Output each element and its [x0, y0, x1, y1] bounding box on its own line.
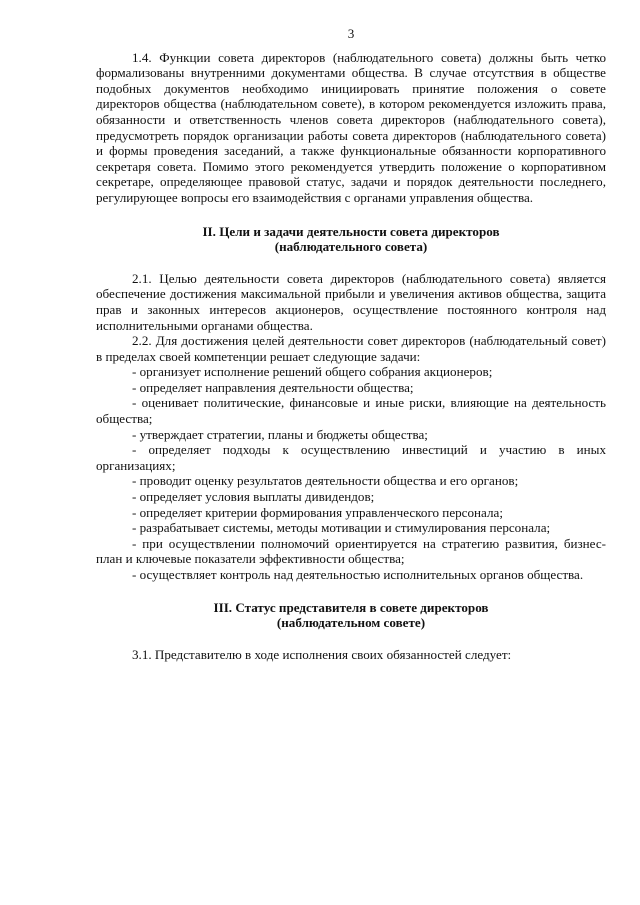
task-item: - определяет критерии формирования управленческого персонала;	[132, 504, 503, 520]
section-2-body	[96, 271, 606, 583]
section-2-heading	[96, 224, 606, 255]
task-item: - разрабатывает системы, методы мотивации и стимулирования персонала;	[132, 520, 551, 536]
paragraph-2-2: 2.2. Для достижения целей деятельности совет директоров (наблюдательный совет) в пределах своей компетенции решает следующие задачи:	[96, 333, 606, 364]
task-item: - оценивает политические, финансовые и иные риски, влияющие на деятельность общества;	[96, 395, 606, 427]
section-2-heading-line-2: (наблюдательного совета)	[274, 239, 428, 255]
page-number: 3	[347, 26, 355, 41]
task-item: - утверждает стратегии, планы и бюджеты общества;	[132, 426, 428, 442]
section-3-heading	[96, 600, 606, 631]
section-3-body	[96, 647, 606, 663]
section-3-heading-line-2: (наблюдательном совете)	[276, 615, 426, 631]
paragraph-1-4: 1.4. Функции совета директоров (наблюдательного совета) должны быть четко формализованы внутренними документами общества. В случае отсутствия в обществе подобных документов необходимо инициировать принятие положения о совете директоров общества (наблюдательном совете), в котором рекомендуется изложить права, обязанности и ответственность членов совета директоров (наблюдательного совета), предусмотреть порядок организации работы совета директоров (наблюдательного совета) и формы проведения заседаний, а также функциональные обязанности корпоративного секретаря совета. Помимо этого рекомендуется утвердить положение о корпоративном секретаре, определяющее правовой статус, задачи и порядок деятельности последнего, регулирующее вопросы его взаимодействия с органами управления общества.	[96, 49, 606, 205]
task-item: - определяет направления деятельности общества;	[132, 379, 414, 395]
task-item: - организует исполнение решений общего собрания акционеров;	[132, 364, 493, 380]
task-item: - при осуществлении полномочий ориентируется на стратегию развития, бизнес-план и ключевые показатели эффективности общества;	[96, 535, 606, 567]
section-2-heading-line-1: II. Цели и задачи деятельности совета директоров	[202, 223, 500, 239]
section-3-heading-line-1: III. Статус представителя в совете директоров	[213, 599, 489, 615]
task-item: - определяет подходы к осуществлению инвестиций и участию в иных организациях;	[96, 442, 606, 473]
paragraph-2-1: 2.1. Целью деятельности совета директоров (наблюдательного совета) является обеспечение достижения максимальной прибыли и увеличения активов общества, защита прав и законных интересов акционеров, осуществление постоянного контроля над исполнительными органами общества.	[96, 270, 606, 333]
task-item: - определяет условия выплаты дивидендов;	[132, 489, 375, 505]
task-item: - проводит оценку результатов деятельности общества и его органов;	[132, 473, 519, 489]
paragraph-3-1: 3.1. Представителю в ходе исполнения своих обязанностей следует:	[132, 646, 512, 662]
task-item: - осуществляет контроль над деятельностью исполнительных органов общества.	[132, 567, 584, 582]
